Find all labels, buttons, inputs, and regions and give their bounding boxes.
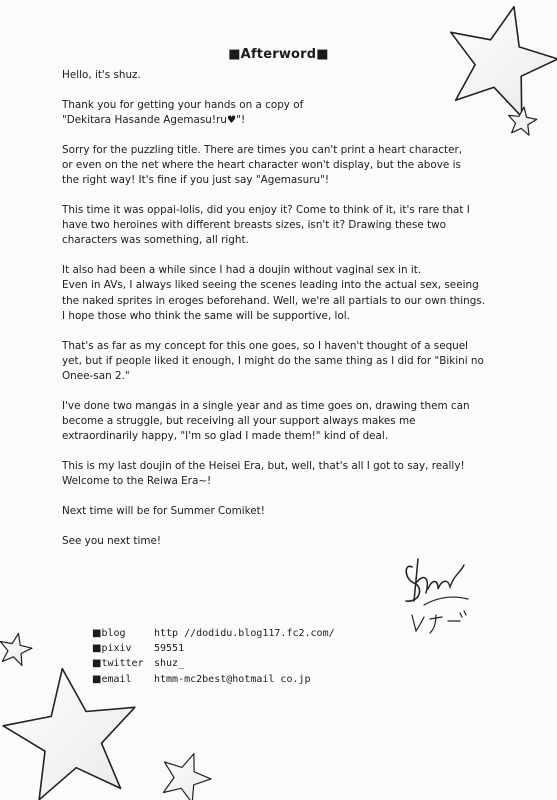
paragraph xyxy=(62,98,512,128)
paragraph xyxy=(62,459,512,489)
contact-label xyxy=(92,641,154,656)
contact-label xyxy=(92,672,154,687)
afterword-body xyxy=(62,68,512,564)
paragraph xyxy=(62,504,512,519)
page-title: ■Afterword■ xyxy=(228,47,329,62)
paragraph-line: That's as far as my concept for this one goes, so I haven't thought of a sequel xyxy=(62,339,469,352)
paragraph-line: It also had been a while since I had a doujin without vaginal sex in it. xyxy=(62,264,422,277)
square-bullet-icon: ■ xyxy=(92,673,102,685)
contact-email xyxy=(92,672,335,687)
contact-label xyxy=(92,656,154,671)
paragraph-line: the naked sprites in eroges beforehand. Well, we're all partials to our own things. xyxy=(62,294,486,307)
paragraph-line: See you next time! xyxy=(62,534,162,547)
contact-value: shuz_ xyxy=(154,658,185,670)
paragraph xyxy=(62,143,512,189)
contact-label-text: email xyxy=(101,673,132,685)
contact-value: http //dodidu.blog117.fc2.com/ xyxy=(154,628,335,639)
paragraph-line: extraordinarily happy, "I'm so glad I made them!" kind of deal. xyxy=(62,430,389,443)
paragraph-line: Thank you for getting your hands on a copy of xyxy=(62,98,304,111)
paragraph-line: Onee-san 2." xyxy=(62,370,130,383)
square-bullet-icon: ■ xyxy=(92,628,102,639)
star-small-bottom-left-icon xyxy=(0,633,32,665)
paragraph-line: Even in AVs, I always liked seeing the scenes leading into the actual sex, seeing xyxy=(62,279,479,292)
paragraph-line: become a struggle, but receiving all your support always makes me xyxy=(62,415,416,428)
contact-label-text: pixiv xyxy=(101,643,132,655)
paragraph xyxy=(62,68,512,83)
paragraph-line: This time it was oppai-lolis, did you enjoy it? Come to think of it, it's rare that I xyxy=(62,204,470,216)
paragraph-line: Next time will be for Summer Comiket! xyxy=(62,505,265,518)
contact-blog xyxy=(92,626,335,641)
paragraph-line: have two heroines with different breasts sizes, isn't it? Drawing these two xyxy=(62,219,447,232)
contact-value: 59551 xyxy=(154,643,185,655)
contact-pixiv xyxy=(92,641,335,656)
paragraph-line: This is my last doujin of the Heisei Era, but, well, that's all I got to say, really! xyxy=(62,460,465,473)
contact-label-text: twitter xyxy=(101,658,144,670)
star-small-top-right-icon xyxy=(509,107,537,135)
contact-label xyxy=(92,626,154,641)
paragraph-line: the right way! It's fine if you just say "Agemasuru"! xyxy=(62,174,329,187)
paragraph-line: "Dekitara Hasande Agemasu!ru♥"! xyxy=(62,114,246,126)
paragraph-line: or even on the net where the heart character won't display, but the above is xyxy=(62,159,461,171)
star-small-bottom-icon xyxy=(163,754,211,800)
square-bullet-icon: ■ xyxy=(92,643,102,655)
star-large-bottom-left-icon xyxy=(3,669,135,800)
handwritten-signature xyxy=(398,545,478,645)
paragraph-line: Hello, it's shuz. xyxy=(62,69,141,81)
contact-value: htmm-mc2best@hotmail co.jp xyxy=(154,673,311,685)
paragraph xyxy=(62,339,512,385)
square-bullet-icon: ■ xyxy=(92,658,102,670)
contact-label-text: blog xyxy=(101,628,126,639)
paragraph-line: Welcome to the Reiwa Era~! xyxy=(62,475,212,488)
paragraph xyxy=(62,203,512,249)
paragraph xyxy=(62,399,512,445)
contact-list xyxy=(92,626,335,687)
contact-twitter xyxy=(92,656,335,671)
paragraph xyxy=(62,263,512,324)
paragraph-line: characters was something, all right. xyxy=(62,234,249,247)
paragraph-line: I hope those who think the same will be supportive, lol. xyxy=(62,309,350,322)
paragraph-line: yet, but if people liked it enough, I might do the same thing as I did for "Bikini no xyxy=(62,354,484,367)
paragraph-line: I've done two mangas in a single year and as time goes on, drawing them can xyxy=(62,399,470,412)
paragraph-line: Sorry for the puzzling title. There are times you can't print a heart character, xyxy=(62,143,463,156)
